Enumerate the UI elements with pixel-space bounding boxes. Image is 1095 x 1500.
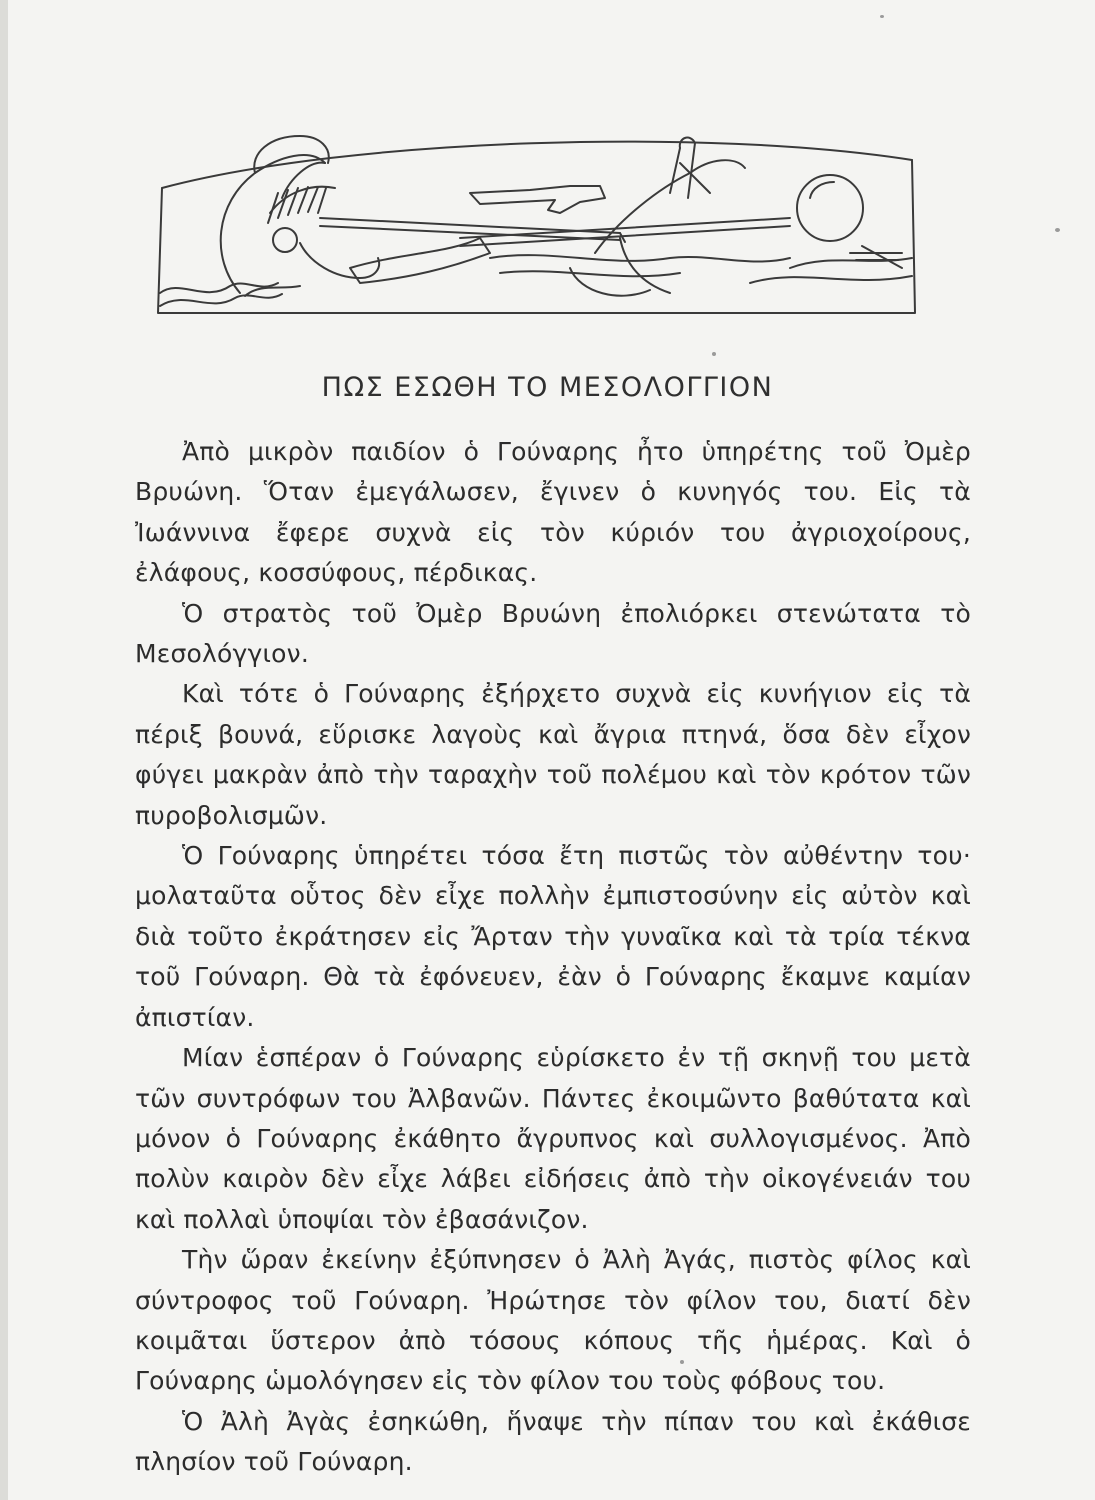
weapons-vignette-illustration [150,118,925,323]
page-binding-edge [0,0,8,1500]
print-speck [712,352,716,356]
paragraph: Μίαν ἑσπέραν ὁ Γούναρης εὑρίσκετο ἐν τῇ σκηνῇ του μετὰ τῶν συντρόφων του Ἀλβανῶν. Πάντες ἐκοιμῶντο βαθύτατα καὶ μόνον ὁ Γούναρης ἐκάθητο ἄγρυπνος καὶ συλλογισμένος. Ἀπὸ πολὺν καιρὸν δὲν εἶχε λάβει εἰδήσεις ἀπὸ τὴν οἰκογένειάν του καὶ πολλαὶ ὑποψίαι τὸν ἐβασάνιζον. [135,1043,971,1234]
paragraph: Ὁ Γούναρης ὑπηρέτει τόσα ἔτη πιστῶς τὸν αὐθέντην του· μολαταῦτα οὗτος δὲν εἶχε πολλὴν ἐμπιστοσύνην εἰς αὐτὸν καὶ διὰ τοῦτο ἐκράτησεν εἰς Ἄρταν τὴν γυναῖκα καὶ τὰ τρία τέκνα τοῦ Γούναρη. Θὰ τὰ ἐφόνευεν, ἐὰν ὁ Γούναρης ἔκαμνε καμίαν ἀπιστίαν. [135,841,971,1032]
paragraph: Ἀπὸ μικρὸν παιδίον ὁ Γούναρης ἦτο ὑπηρέτης τοῦ Ὀμὲρ Βρυώνη. Ὅταν ἐμεγάλωσεν, ἔγινεν ὁ κυνηγός του. Εἰς τὰ Ἰωάννινα ἔφερε συχνὰ εἰς τὸν κύριόν του ἀγριοχοίρους, ἐλάφους, κοσσύφους, πέρδικας. [135,437,971,588]
paragraph: Ὁ Ἀλὴ Ἀγὰς ἐσηκώθη, ἥναψε τὴν πίπαν του καὶ ἐκάθισε πλησίον τοῦ Γούναρη. [135,1406,971,1477]
paragraph: Καὶ τότε ὁ Γούναρης ἐξήρχετο συχνὰ εἰς κυνήγιον εἰς τὰ πέριξ βουνά, εὕρισκε λαγοὺς καὶ ἄγρια πτηνά, ὅσα δὲν εἶχον φύγει μακρὰν ἀπὸ τὴν ταραχὴν τοῦ πολέμου καὶ τὸν κρότον τῶν πυροβολισμῶν. [135,679,971,830]
paragraph: Τὴν ὥραν ἐκείνην ἐξύπνησεν ὁ Ἀλὴ Ἀγάς, πιστὸς φίλος καὶ σύντροφος τοῦ Γούναρη. Ἠρώτησε τὸν φίλον του, διατί δὲν κοιμᾶται ὕστερον ἀπὸ τόσους κόπους τῆς ἡμέρας. Καὶ ὁ Γούναρης ὡμολόγησεν εἰς τὸν φίλον του τοὺς φόβους του. [135,1245,971,1396]
print-speck [680,1360,684,1364]
print-speck [1055,228,1060,232]
body-text [135,432,971,1483]
paragraph: Ὁ στρατὸς τοῦ Ὀμὲρ Βρυώνη ἐπολιόρκει στενώτατα τὸ Μεσολόγγιον. [135,598,971,669]
print-speck [880,15,884,18]
chapter-title: ΠΩΣ ΕΣΩΘΗ ΤΟ ΜΕΣΟΛΟΓΓΙΟΝ [321,372,774,403]
